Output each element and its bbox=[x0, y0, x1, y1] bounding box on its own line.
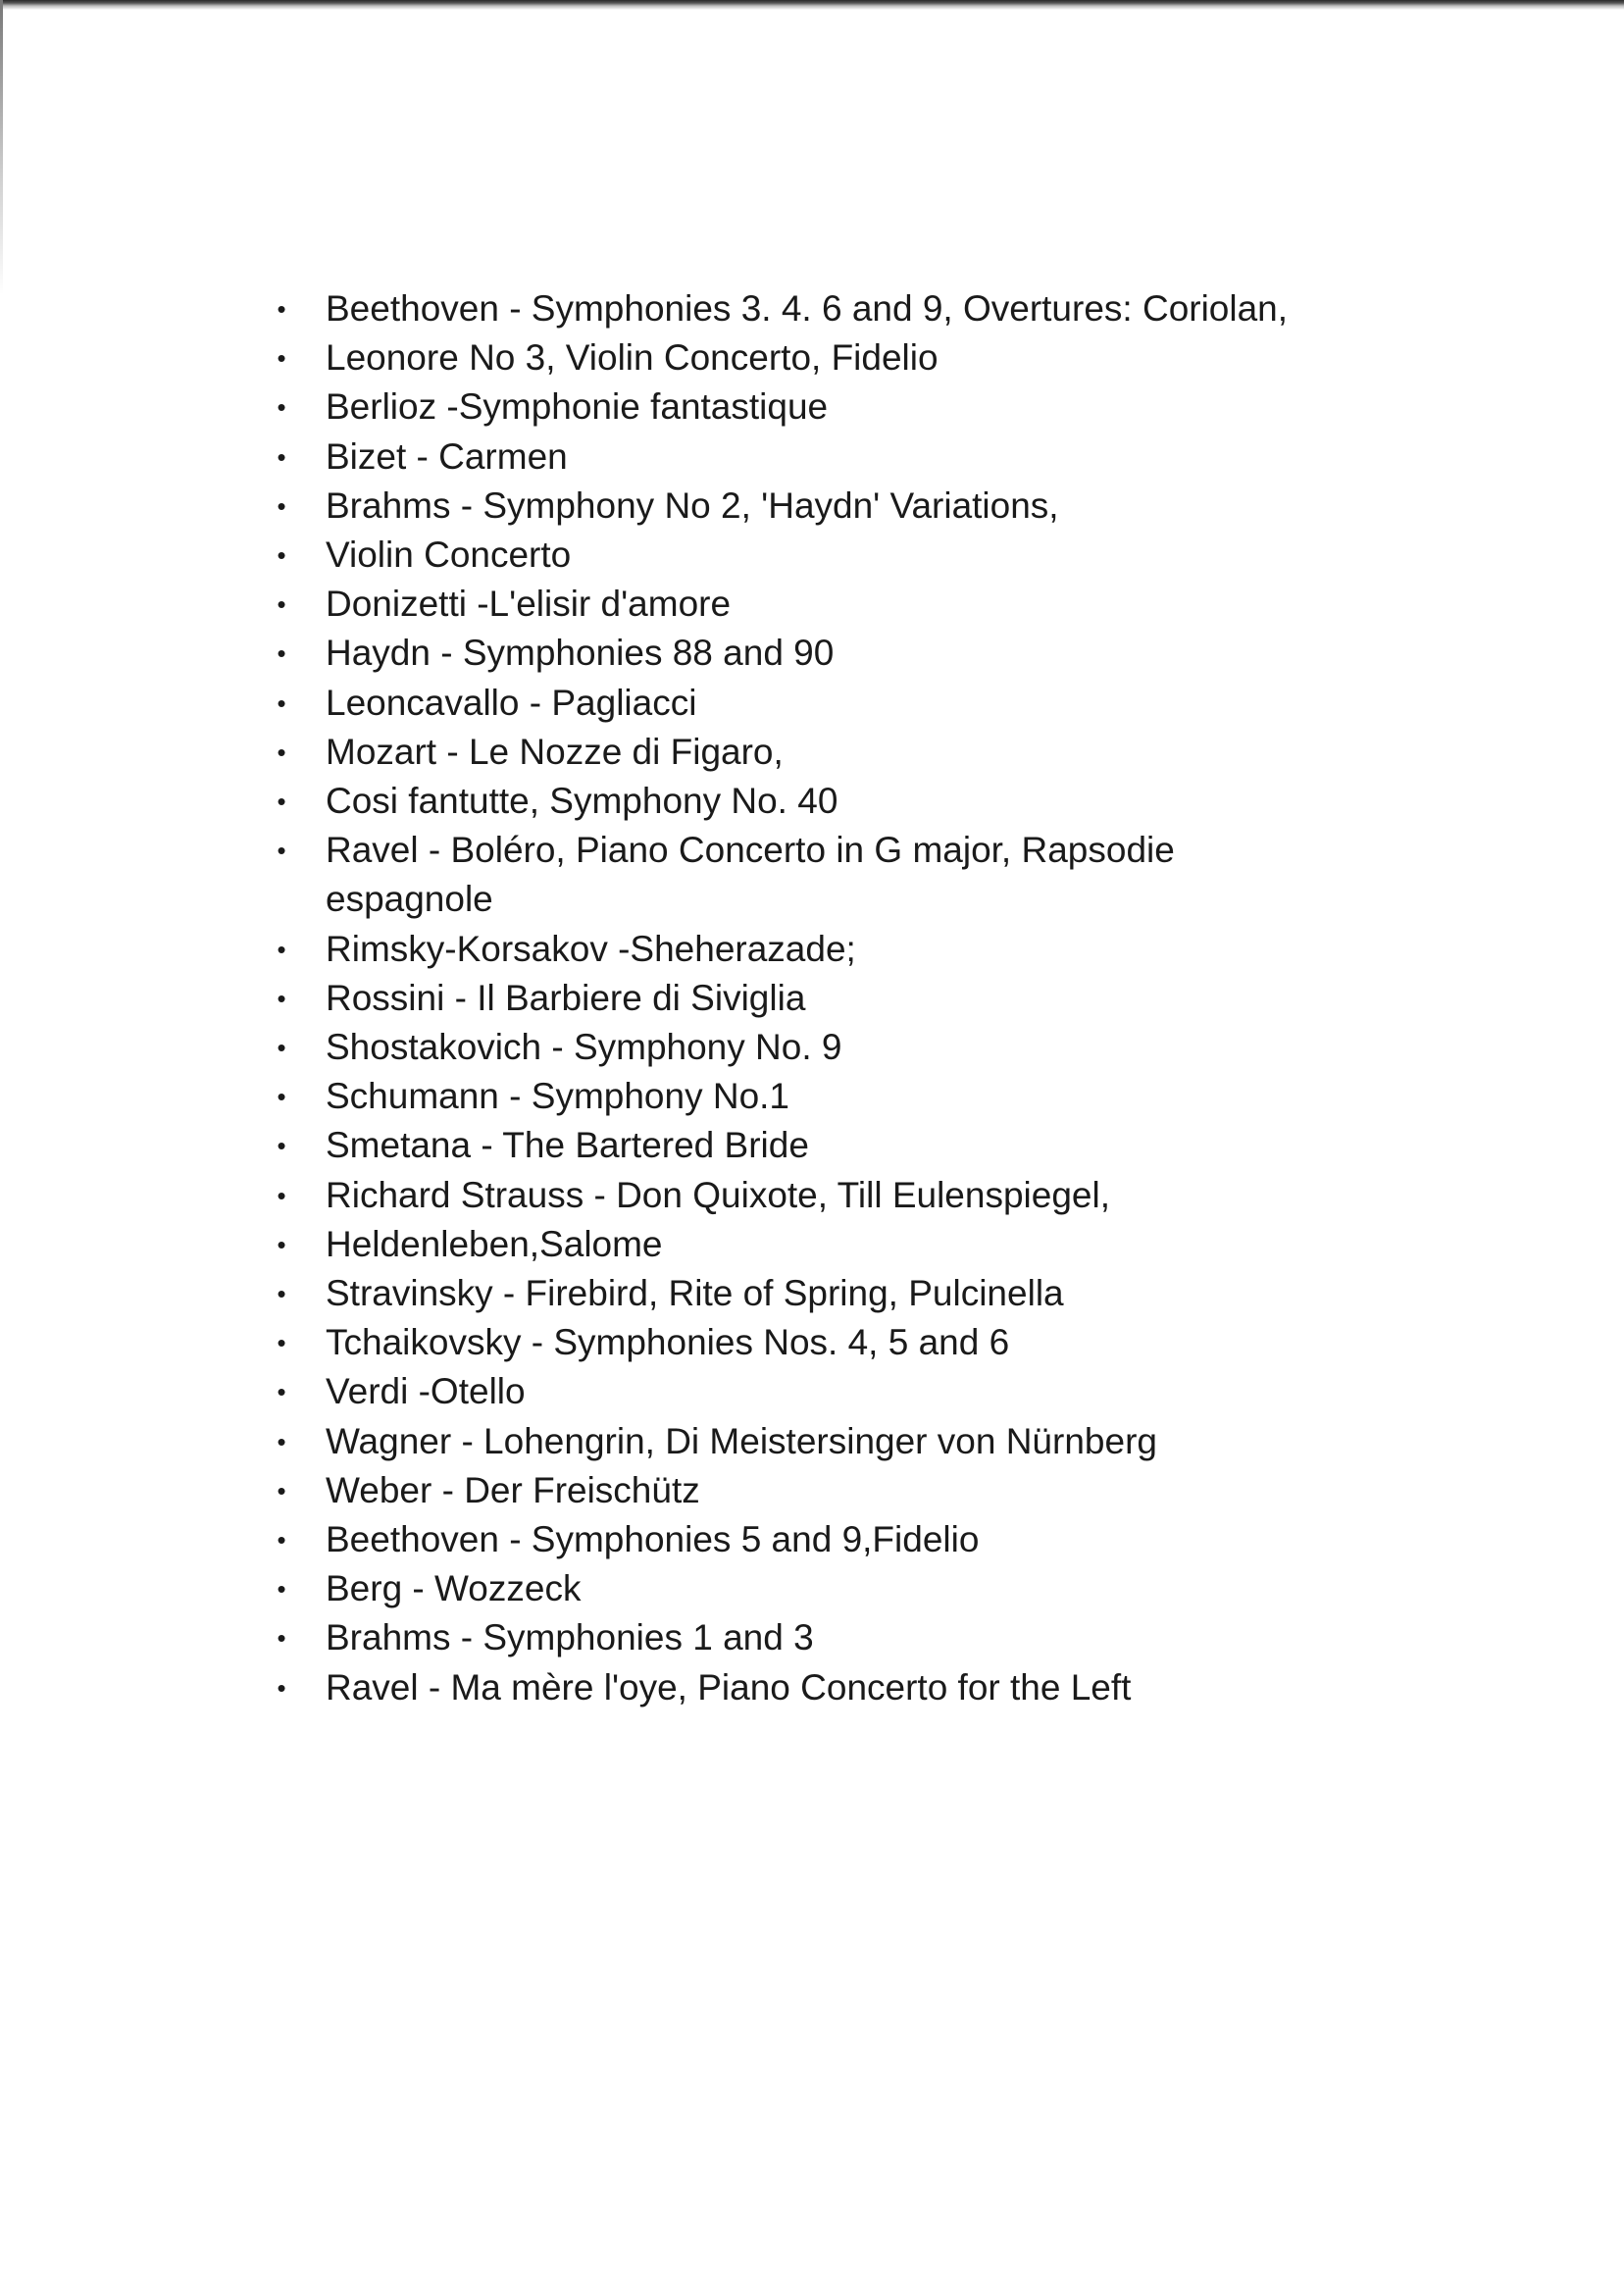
list-item bbox=[277, 974, 1483, 1023]
list-item bbox=[277, 1220, 1483, 1269]
list-item-text: Tchaikovsky - Symphonies Nos. 4, 5 and 6 bbox=[326, 1322, 1010, 1363]
list-item-text: Ravel - Ma mère l'oye, Piano Concerto for the Left bbox=[326, 1666, 1132, 1708]
list-item bbox=[277, 333, 1483, 382]
bullet-icon: • bbox=[277, 836, 286, 866]
bullet-icon: • bbox=[277, 934, 286, 964]
bullet-icon: • bbox=[277, 638, 286, 669]
list-item-text: Verdi -Otello bbox=[326, 1371, 526, 1412]
list-item-text: Beethoven - Symphonies 3. 4. 6 and 9, Overtures: Coriolan, bbox=[326, 288, 1289, 329]
list-item-text: Schumann - Symphony No.1 bbox=[326, 1076, 790, 1117]
bullet-icon: • bbox=[277, 1328, 286, 1358]
list-item bbox=[277, 1466, 1483, 1515]
list-item bbox=[277, 482, 1483, 531]
bullet-icon: • bbox=[277, 1475, 286, 1505]
list-item bbox=[277, 1613, 1483, 1662]
list-item bbox=[277, 382, 1483, 432]
list-item-text: Rossini - Il Barbiere di Siviglia bbox=[326, 977, 806, 1018]
list-item-text: Heldenleben,Salome bbox=[326, 1223, 663, 1264]
list-item-text: Brahms - Symphonies 1 and 3 bbox=[326, 1617, 814, 1658]
bullet-icon: • bbox=[277, 1672, 286, 1703]
list-item bbox=[277, 1367, 1483, 1416]
list-item bbox=[277, 531, 1483, 580]
list-item bbox=[277, 1072, 1483, 1121]
list-item-text: Leonore No 3, Violin Concerto, Fidelio bbox=[326, 337, 939, 379]
bullet-icon: • bbox=[277, 540, 286, 571]
bullet-icon: • bbox=[277, 1574, 286, 1605]
list-item bbox=[277, 925, 1483, 974]
list-item-text: Ravel - Boléro, Piano Concerto in G major, Rapsodie espagnole bbox=[326, 830, 1175, 920]
list-item bbox=[277, 1318, 1483, 1367]
bullet-icon: • bbox=[277, 737, 286, 767]
bullet-icon: • bbox=[277, 392, 286, 423]
list-item bbox=[277, 1023, 1483, 1072]
list-item bbox=[277, 1417, 1483, 1466]
list-item-text: Rimsky-Korsakov -Sheherazade; bbox=[326, 928, 856, 969]
bullet-icon: • bbox=[277, 441, 286, 472]
list-item bbox=[277, 1269, 1483, 1318]
list-item bbox=[277, 1663, 1483, 1712]
list-item-text: Mozart - Le Nozze di Figaro, bbox=[326, 731, 784, 772]
list-item bbox=[277, 433, 1483, 482]
list-item bbox=[277, 1515, 1483, 1564]
bullet-icon: • bbox=[277, 1033, 286, 1063]
list-item-text: Berlioz -Symphonie fantastique bbox=[326, 386, 829, 428]
bullet-icon: • bbox=[277, 1377, 286, 1407]
list-item-text: Wagner - Lohengrin, Di Meistersinger von Nürnberg bbox=[326, 1420, 1157, 1461]
list-item-text: Cosi fantutte, Symphony No. 40 bbox=[326, 781, 838, 822]
bullet-icon: • bbox=[277, 589, 286, 620]
bullet-icon: • bbox=[277, 294, 286, 324]
bullet-icon: • bbox=[277, 1180, 286, 1210]
bullet-icon: • bbox=[277, 490, 286, 521]
bullet-icon: • bbox=[277, 343, 286, 374]
list-item-text: Donizetti -L'elisir d'amore bbox=[326, 584, 732, 625]
bullet-icon: • bbox=[277, 688, 286, 718]
bullet-icon: • bbox=[277, 1426, 286, 1456]
list-item-text: Haydn - Symphonies 88 and 90 bbox=[326, 633, 835, 674]
list-item-text: Shostakovich - Symphony No. 9 bbox=[326, 1027, 842, 1068]
list-item bbox=[277, 580, 1483, 629]
scan-left-edge bbox=[0, 0, 3, 294]
list-item-text: Beethoven - Symphonies 5 and 9,Fidelio bbox=[326, 1519, 980, 1560]
repertoire-list bbox=[260, 284, 1483, 1712]
scan-top-edge bbox=[0, 0, 1624, 10]
list-item-text: Stravinsky - Firebird, Rite of Spring, Pulcinella bbox=[326, 1273, 1064, 1314]
bullet-icon: • bbox=[277, 1082, 286, 1112]
list-item-text: Bizet - Carmen bbox=[326, 435, 568, 477]
list-item bbox=[277, 679, 1483, 728]
list-item bbox=[277, 826, 1267, 924]
list-item bbox=[277, 284, 1483, 333]
list-item bbox=[277, 1121, 1483, 1170]
bullet-icon: • bbox=[277, 1279, 286, 1309]
list-item-text: Leoncavallo - Pagliacci bbox=[326, 682, 697, 723]
list-item-text: Brahms - Symphony No 2, 'Haydn' Variations, bbox=[326, 484, 1059, 526]
list-item-text: Violin Concerto bbox=[326, 535, 572, 576]
list-item-text: Smetana - The Bartered Bride bbox=[326, 1125, 809, 1166]
bullet-icon: • bbox=[277, 1525, 286, 1555]
bullet-icon: • bbox=[277, 787, 286, 817]
list-item bbox=[277, 777, 1483, 826]
list-item bbox=[277, 1564, 1483, 1613]
list-item bbox=[277, 728, 1483, 777]
bullet-icon: • bbox=[277, 1131, 286, 1161]
list-item bbox=[277, 1171, 1483, 1220]
list-item-text: Berg - Wozzeck bbox=[326, 1568, 582, 1609]
bullet-icon: • bbox=[277, 1623, 286, 1654]
bullet-icon: • bbox=[277, 1229, 286, 1259]
list-item bbox=[277, 629, 1483, 678]
list-item-text: Richard Strauss - Don Quixote, Till Eulenspiegel, bbox=[326, 1174, 1110, 1215]
list-item-text: Weber - Der Freischütz bbox=[326, 1469, 700, 1510]
bullet-icon: • bbox=[277, 983, 286, 1013]
